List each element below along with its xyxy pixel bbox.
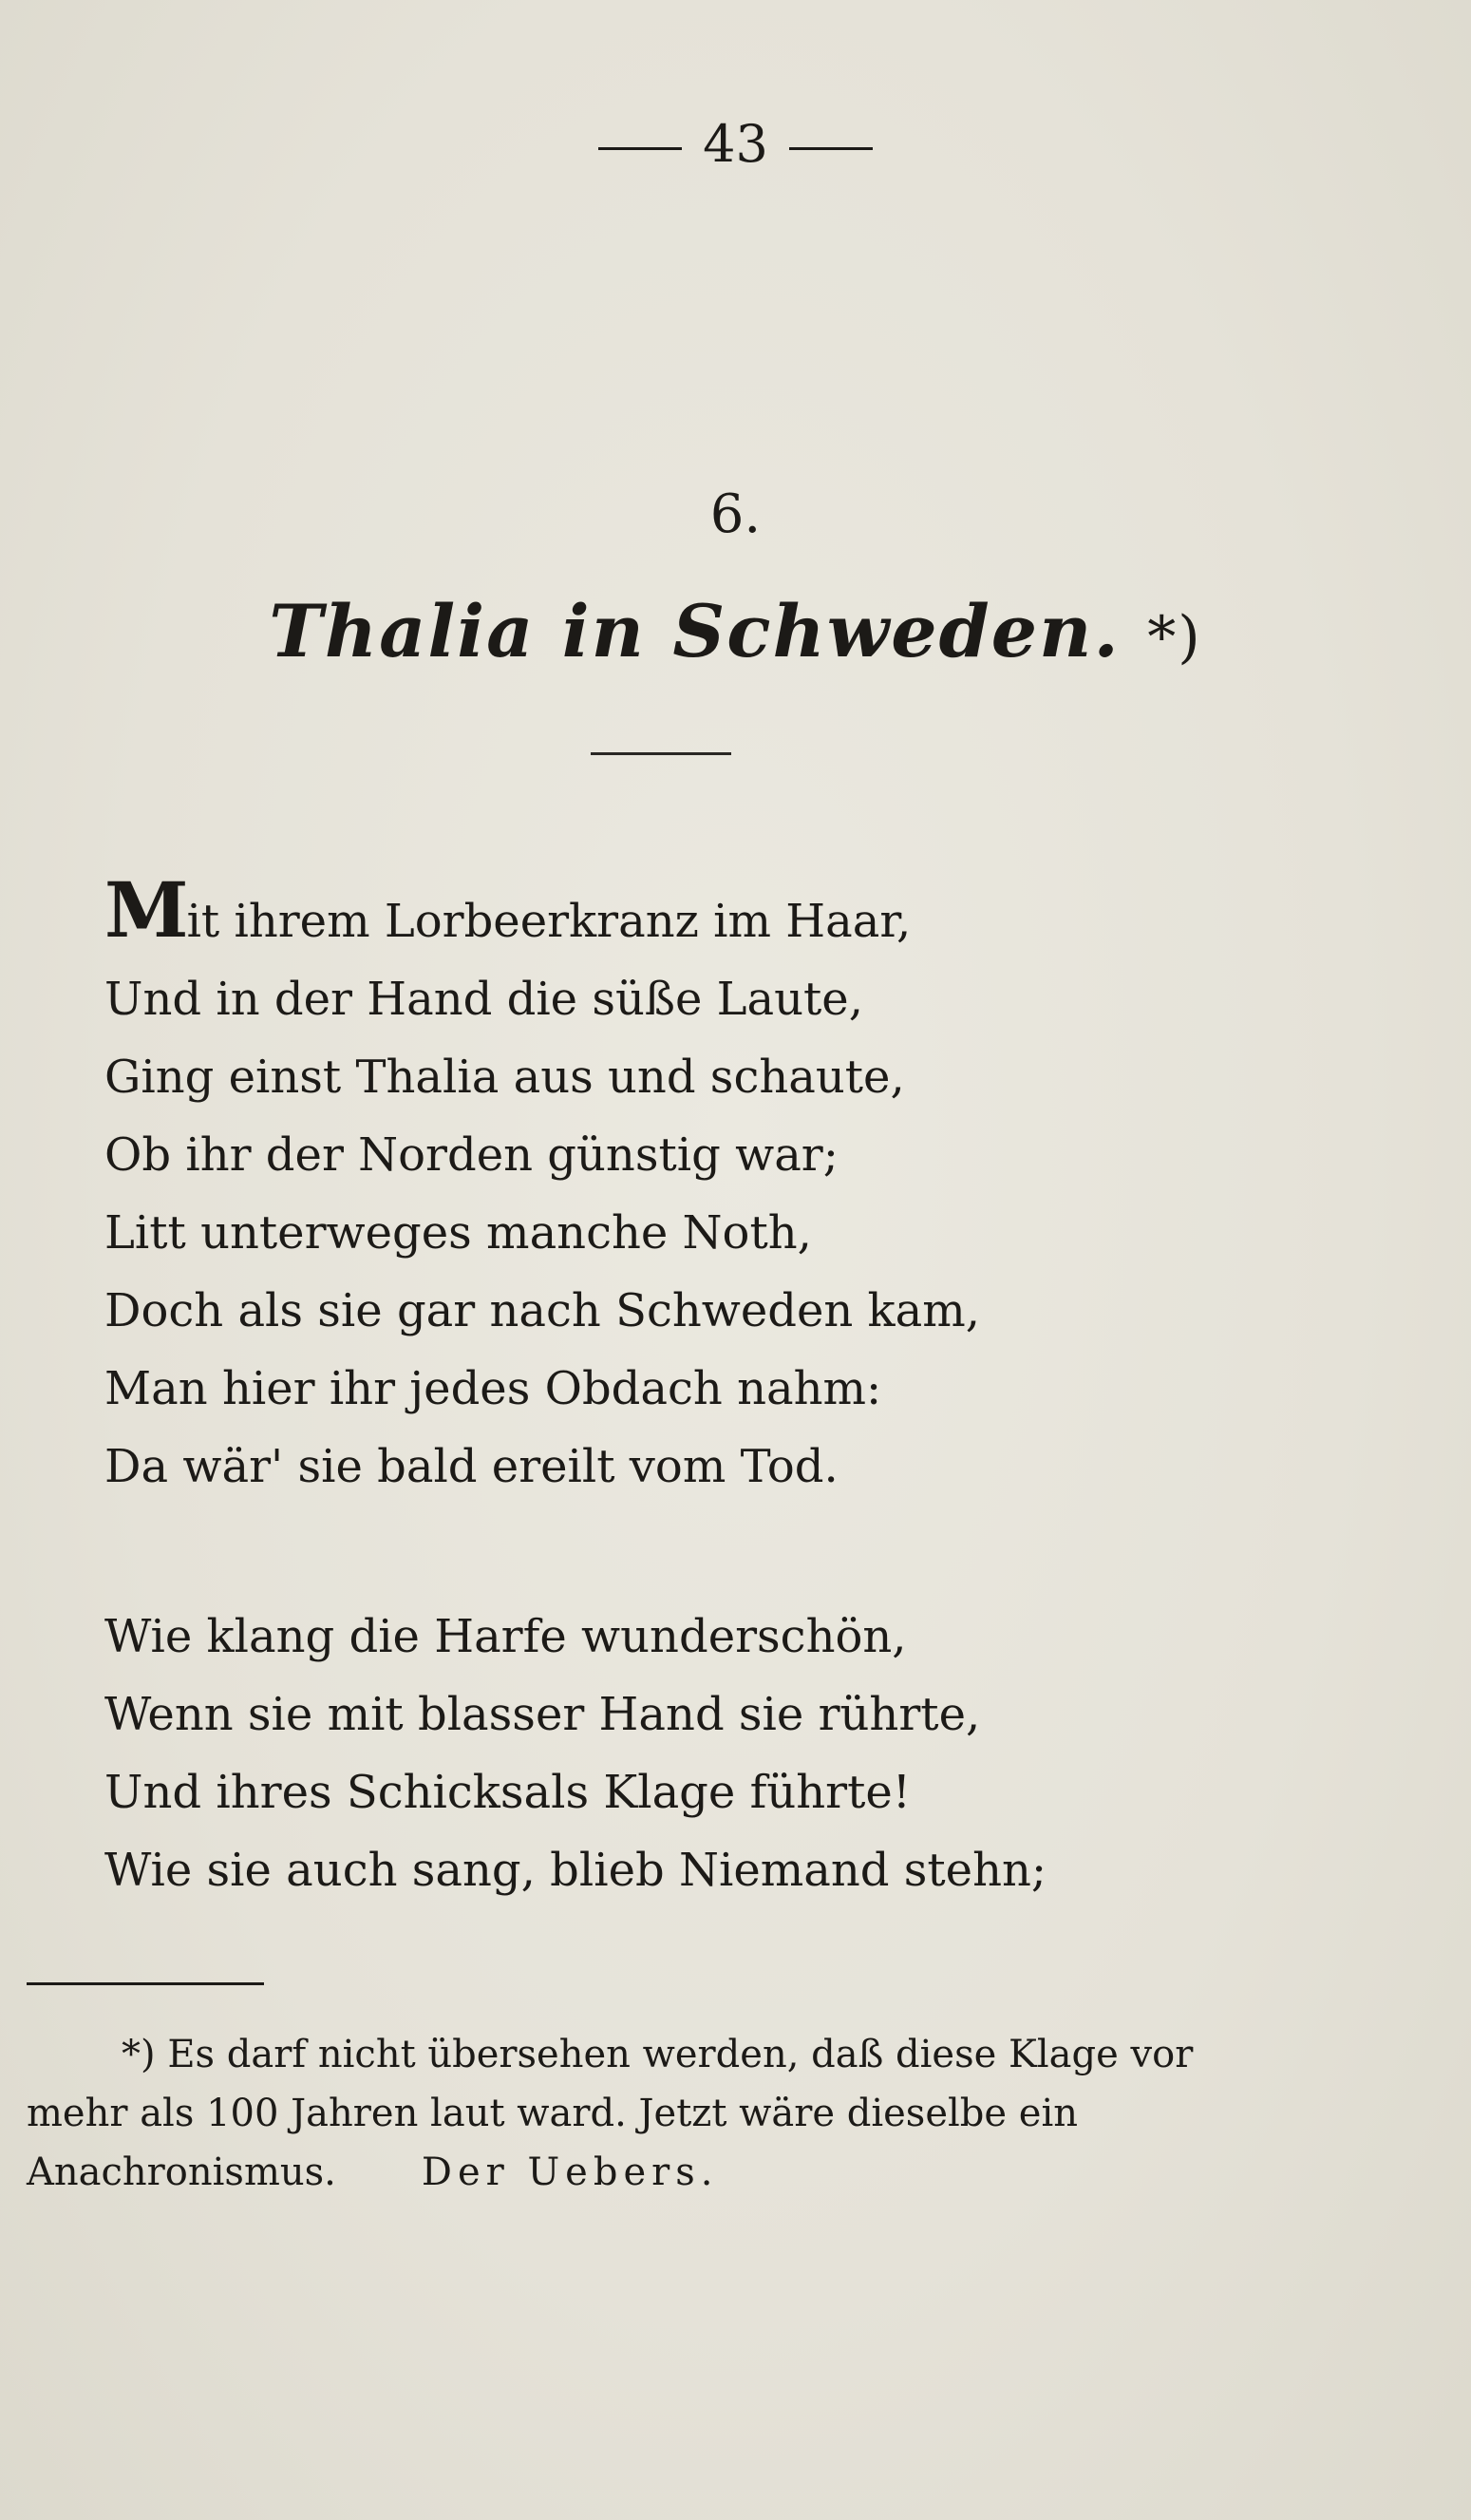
poem-line: Doch als sie gar nach Schweden kam, — [104, 1284, 981, 1337]
poem-line: Und ihres Schicksals Klage führte! — [104, 1766, 912, 1819]
title-divider — [591, 752, 731, 755]
footnote — [27, 2025, 1318, 2202]
footnote-divider — [27, 1982, 264, 1985]
footnote-line: *) Es darf nicht übersehen werden, daß diese Klage vor — [122, 2033, 1194, 2076]
section-number: 6. — [709, 483, 762, 545]
footnote-line-text: Anachronismus. — [27, 2151, 336, 2194]
page-header — [0, 116, 1471, 173]
translator-signature: Der Uebers. — [421, 2151, 719, 2194]
header-dash-right — [789, 147, 873, 150]
poem-line — [104, 865, 1377, 960]
first-line-rest: it ihrem Lorbeerkranz im Haar, — [186, 895, 912, 948]
footnote-line: mehr als 100 Jahren laut ward. Jetzt wäre dieselbe ein — [27, 2092, 1079, 2135]
poem-line: Ging einst Thalia aus und schaute, — [104, 1051, 905, 1104]
poem-line: Litt unterweges manche Noth, — [104, 1206, 812, 1260]
header-dash-left — [598, 147, 682, 150]
stanza-2 — [104, 1598, 1377, 1909]
stanza-1 — [104, 865, 1377, 1506]
drop-cap: M — [104, 865, 187, 955]
poem-line: Wenn sie mit blasser Hand sie rührte, — [104, 1688, 981, 1741]
page-number: 43 — [703, 114, 768, 174]
poem-line: Da wär' sie bald ereilt vom Tod. — [104, 1440, 839, 1493]
poem-line: Ob ihr der Norden günstig war; — [104, 1128, 839, 1182]
poem-line: Und in der Hand die süße Laute, — [104, 973, 863, 1026]
poem-title — [0, 589, 1471, 680]
poem-line: Man hier ihr jedes Obdach nahm: — [104, 1362, 882, 1415]
poem-title-text: Thalia in Schweden. — [269, 589, 1121, 673]
title-footnote-marker: *) — [1147, 604, 1202, 671]
poem-line: Wie klang die Harfe wunderschön, — [104, 1610, 907, 1663]
footnote-line — [27, 2143, 1318, 2202]
poem-line: Wie sie auch sang, blieb Niemand stehn; — [104, 1844, 1047, 1897]
